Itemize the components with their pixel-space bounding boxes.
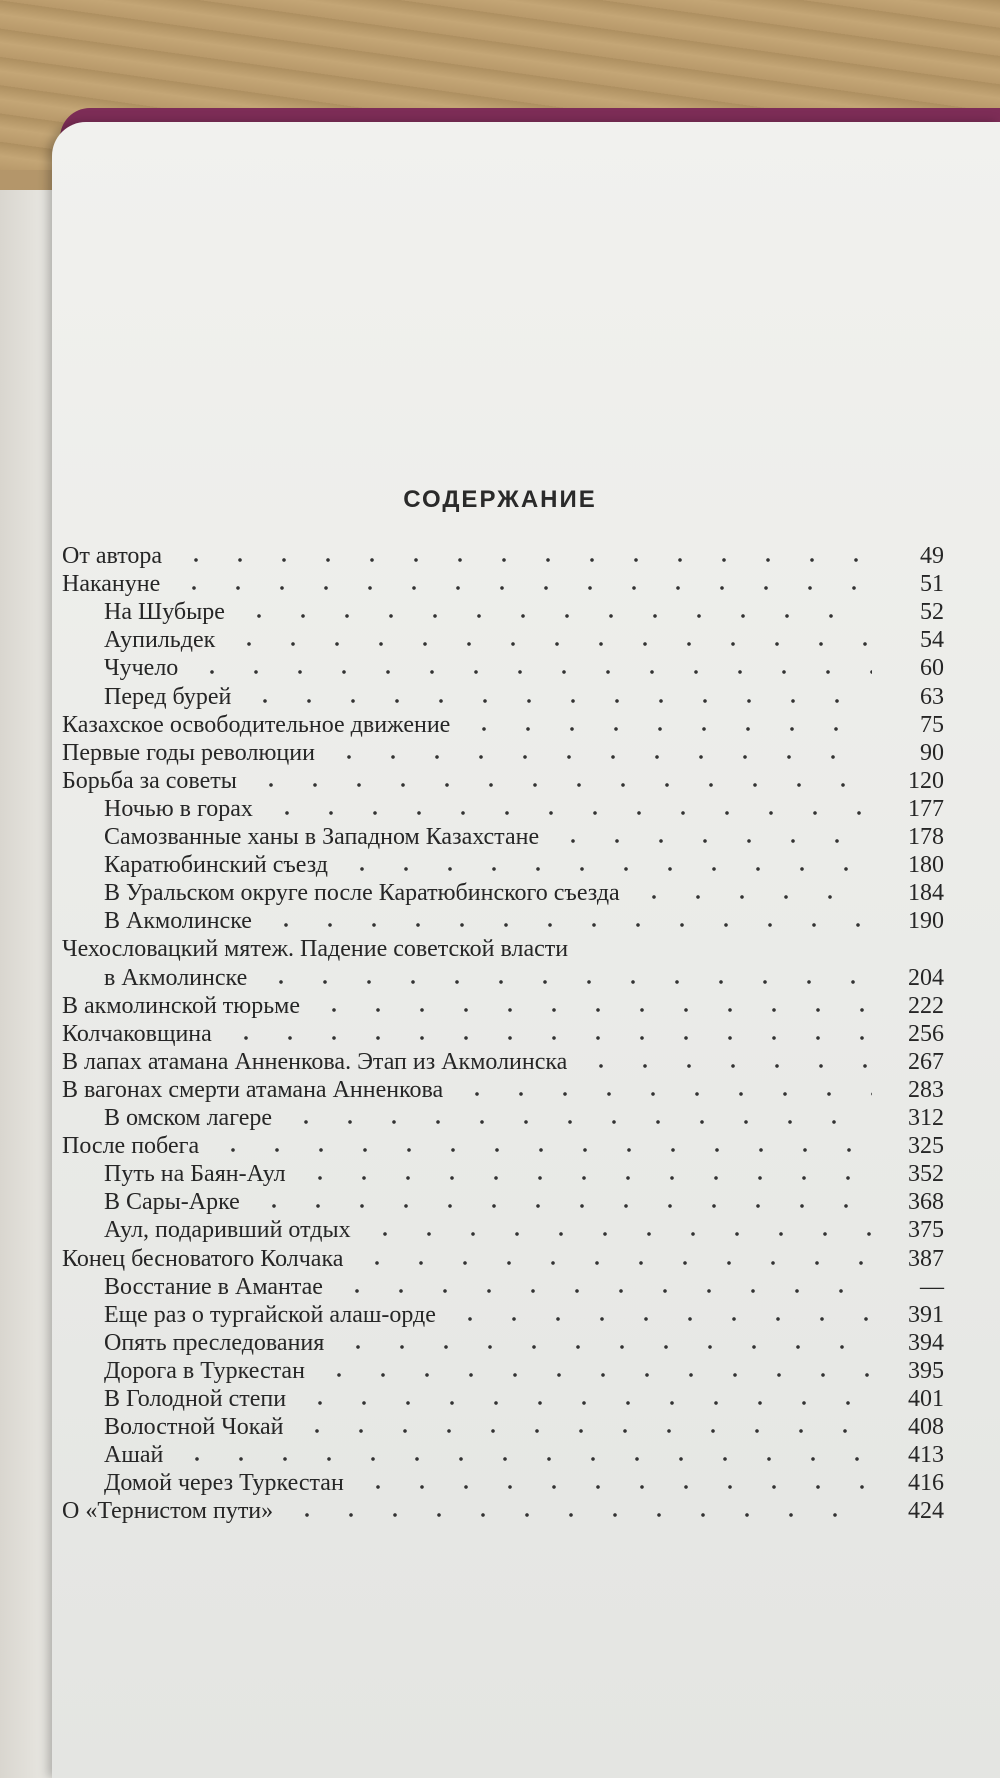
toc-page-number: 120 <box>908 767 944 794</box>
dot-leader <box>174 558 872 562</box>
toc-entry-title: Аупильдек <box>104 627 216 654</box>
toc-entry-title: От автора <box>62 543 163 569</box>
toc-page-number: 184 <box>908 880 944 907</box>
dot-leader <box>249 783 872 787</box>
toc-entry-title: О «Тернистом пути» <box>62 1498 274 1525</box>
toc-entry-title: Казахское освободительное движение <box>62 711 451 738</box>
toc-entry-title: В акмолинской тюрьме <box>62 992 300 1019</box>
dot-leader <box>284 1120 872 1124</box>
page-title: СОДЕРЖАНИЕ <box>403 486 597 513</box>
toc-page-number: 267 <box>908 1048 944 1075</box>
toc-entry-title: Накануне <box>62 571 161 598</box>
dot-leader <box>317 1373 872 1377</box>
dot-leader <box>285 1513 872 1517</box>
toc-entry-title: В Акмолинске <box>104 908 252 935</box>
toc-entry-title: Перед бурей <box>104 683 232 710</box>
dot-leader <box>252 1204 872 1208</box>
dot-leader <box>224 1036 872 1040</box>
toc-page-number: 387 <box>908 1245 944 1272</box>
dot-leader <box>172 586 872 590</box>
toc-entry-title: Борьба за советы <box>62 767 237 794</box>
dot-leader <box>355 1261 872 1265</box>
toc-entry-title: Чехословацкий мятеж. Падение советской власти <box>62 936 569 963</box>
dot-leader <box>356 1485 872 1489</box>
toc-entry-title: Опять преследования <box>104 1329 325 1356</box>
toc-page-number: 424 <box>908 1498 944 1525</box>
toc-entry-title: В Сары-Арке <box>104 1189 240 1216</box>
toc-page-number: 178 <box>908 824 944 850</box>
toc-entry-title: Чучело <box>104 655 179 682</box>
dot-leader <box>579 1064 872 1068</box>
toc-entry-title: Путь на Баян-Аул <box>104 1161 286 1188</box>
toc-page-number: 49 <box>920 543 944 569</box>
toc-entry-title: Волостной Чокай <box>104 1414 284 1441</box>
toc-page-number: 401 <box>908 1386 944 1412</box>
toc-entry-title: Каратюбинский съезд <box>104 852 328 879</box>
toc-entry-title: Ночью в горах <box>104 795 253 822</box>
toc-page-number: 325 <box>908 1133 944 1160</box>
dot-leader <box>175 1457 872 1461</box>
toc-page-number: 177 <box>908 795 944 822</box>
toc-page-number: 416 <box>908 1470 944 1497</box>
toc-page-number: 352 <box>908 1161 944 1188</box>
dot-leader <box>327 755 872 759</box>
toc-entry-title: После побега <box>62 1133 200 1160</box>
toc-page-number: 180 <box>908 852 944 879</box>
dot-leader <box>264 923 872 927</box>
toc-page-number: 394 <box>908 1329 944 1356</box>
toc-page-number: 90 <box>920 739 944 766</box>
toc-entry-title: Колчаковщина <box>62 1020 212 1047</box>
toc-page-number: 52 <box>920 599 944 626</box>
toc-entry-title: На Шубыре <box>104 599 225 626</box>
toc-row <box>0 1495 1000 1527</box>
toc-entry-title: Ашай <box>104 1442 164 1469</box>
toc-entry-title: Восстание в Амантае <box>104 1273 323 1300</box>
toc-entry-title: Дорога в Туркестан <box>104 1357 305 1384</box>
dot-leader <box>448 1317 872 1321</box>
toc-entry-title: в Акмолинске <box>104 964 248 991</box>
dot-leader <box>551 839 872 843</box>
dot-leader <box>265 811 872 815</box>
toc-entry-title: Еще раз о тургайской алаш-орде <box>104 1301 436 1328</box>
toc-page-number: 222 <box>908 992 944 1019</box>
toc-entry-title: В Голодной степи <box>104 1386 287 1412</box>
dot-leader <box>227 642 872 646</box>
dot-leader <box>259 980 872 984</box>
toc-entry-title: Домой через Туркестан <box>104 1470 344 1497</box>
toc-page-number: 312 <box>908 1105 944 1131</box>
toc-entry-title: В лапах атамана Анненкова. Этап из Акмолинска <box>62 1048 568 1075</box>
toc-page-number: 63 <box>920 683 944 710</box>
dot-leader <box>295 1429 872 1433</box>
toc-page-number: 413 <box>908 1442 944 1469</box>
toc-page-number: — <box>920 1273 944 1300</box>
dot-leader <box>363 1232 872 1236</box>
toc-page-number: 204 <box>908 964 944 991</box>
dot-leader <box>632 895 872 899</box>
toc-page-number: 391 <box>908 1301 944 1328</box>
dot-leader <box>335 1289 872 1293</box>
toc-page-number: 54 <box>920 627 944 654</box>
toc-page-number: 375 <box>908 1217 944 1244</box>
dot-leader <box>190 670 872 674</box>
toc-page-number: 283 <box>908 1076 944 1103</box>
toc-entry-title: Самозванные ханы в Западном Казахстане <box>104 824 540 850</box>
toc-page-number: 408 <box>908 1414 944 1441</box>
toc-page-number: 190 <box>908 908 944 935</box>
dot-leader <box>211 1148 872 1152</box>
dot-leader <box>455 1092 872 1096</box>
toc-entry-title: В Уральском округе после Каратюбинского съезда <box>104 880 620 907</box>
dot-leader <box>298 1401 872 1405</box>
toc-entry-title: Первые годы революции <box>62 739 315 766</box>
toc-entry-title: В вагонах смерти атамана Анненкова <box>62 1076 444 1103</box>
dot-leader <box>237 614 872 618</box>
toc-page-number: 368 <box>908 1189 944 1216</box>
toc-entry-title: В омском лагере <box>104 1105 273 1131</box>
toc-entry-title: Аул, подаривший отдых <box>104 1217 351 1244</box>
toc-entry <box>62 1495 944 1527</box>
dot-leader <box>312 1008 872 1012</box>
toc-page-number: 75 <box>920 711 944 738</box>
toc-page-number: 60 <box>920 655 944 682</box>
toc-page-number: 395 <box>908 1357 944 1384</box>
dot-leader <box>243 699 872 703</box>
dot-leader <box>340 867 872 871</box>
dot-leader <box>298 1176 872 1180</box>
toc-entry-title: Конец бесноватого Колчака <box>62 1245 344 1272</box>
toc-page-number: 256 <box>908 1020 944 1047</box>
dot-leader <box>462 727 872 731</box>
dot-leader <box>336 1345 872 1349</box>
toc-page-number: 51 <box>920 571 944 598</box>
